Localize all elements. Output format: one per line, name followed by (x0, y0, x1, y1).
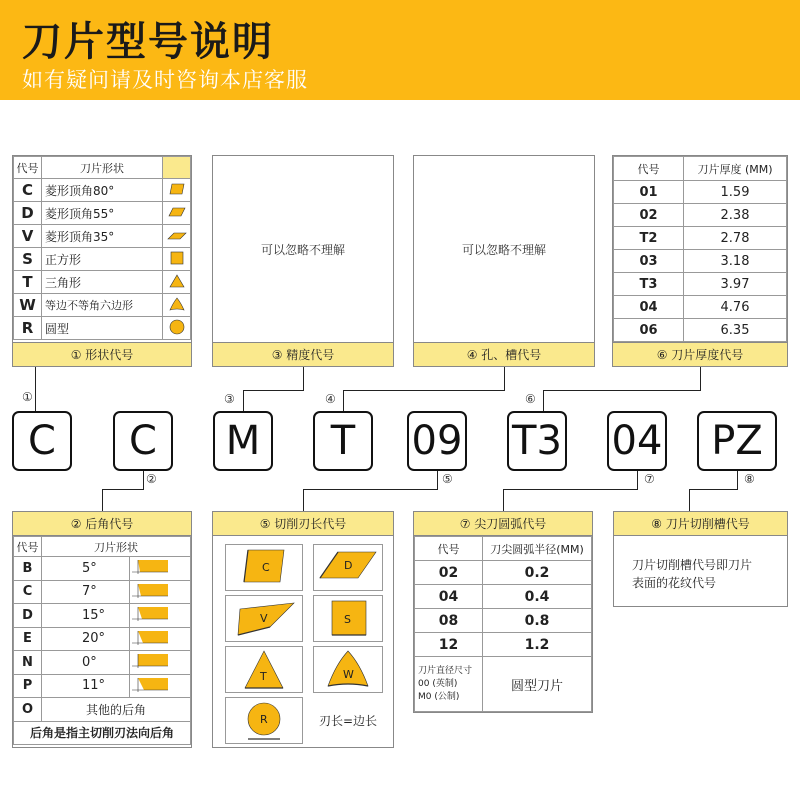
clearance-other: 其他的后角 (42, 698, 191, 722)
edge-shape-label: W (343, 667, 354, 681)
col-shape-header: 刀片形状 (42, 537, 191, 557)
header-banner (0, 0, 800, 100)
connector-line (143, 471, 144, 489)
nose-radius-table (413, 511, 593, 713)
nose-value: 1.2 (483, 633, 592, 657)
page-subtitle: 如有疑问请及时咨询本店客服 (22, 68, 308, 92)
square-icon (170, 251, 184, 265)
thick-code: T3 (614, 273, 684, 296)
page-title: 刀片型号说明 (22, 19, 274, 65)
shape-code-table (12, 155, 192, 367)
connector-line (503, 489, 504, 511)
thick-value: 3.97 (684, 273, 787, 296)
connector-line (343, 390, 344, 411)
shape-desc: 正方形 (42, 248, 163, 271)
edge-shape-cell (313, 646, 383, 693)
shape-code: C (14, 179, 42, 202)
marker-5: ⑤ (442, 472, 453, 486)
marker-7: ⑦ (644, 472, 655, 486)
edge-shape-label: T (260, 669, 267, 683)
connector-line (437, 471, 438, 489)
shape-desc: 等边不等角六边形 (42, 294, 163, 317)
connector-line (543, 390, 544, 411)
precision-box (212, 155, 394, 367)
clearance-note: 后角是指主切削刃法向后角 (14, 721, 191, 745)
connector-line (700, 367, 701, 391)
precision-text: 可以忽略不理解 (260, 243, 345, 257)
col-shape-header: 刀片形状 (42, 157, 163, 179)
trigon-icon (169, 297, 185, 311)
shape-desc: 菱形顶角35° (42, 225, 163, 248)
hole-footer: ④ 孔、槽代号 (414, 342, 594, 366)
clearance-angle: 11° (42, 674, 130, 698)
col-code-header: 代号 (614, 157, 684, 181)
hole-box (413, 155, 595, 367)
nose-radius-title: ⑦ 尖刀圆弧代号 (414, 512, 592, 536)
connector-line (35, 367, 36, 411)
connector-line (243, 390, 303, 391)
thick-value: 2.38 (684, 204, 787, 227)
hole-text: 可以忽略不理解 (461, 243, 546, 257)
clearance-angle: 0° (42, 651, 130, 675)
code-letter-thickness: T3 (507, 411, 567, 471)
connector-line (343, 390, 504, 391)
clearance-angle: 5° (42, 557, 130, 581)
connector-line (303, 367, 304, 391)
shape-desc: 菱形顶角80° (42, 179, 163, 202)
round-insert-value: 圆型刀片 (483, 657, 592, 712)
marker-8: ⑧ (744, 472, 755, 486)
clearance-angle-icon (130, 558, 170, 574)
shape-code: D (14, 202, 42, 225)
clearance-angle-icon (130, 676, 170, 692)
shape-code: R (14, 317, 42, 340)
rhombus-35-icon (232, 599, 296, 639)
code-letter-hole: T (313, 411, 373, 471)
chipbreaker-title: ⑧ 刀片切削槽代号 (614, 512, 787, 536)
edge-shape-label: C (262, 560, 270, 574)
edge-shape-label: R (260, 712, 268, 726)
clearance-angle-icon (130, 652, 170, 668)
thick-value: 4.76 (684, 296, 787, 319)
connector-line (504, 367, 505, 391)
marker-3: ③ (224, 392, 235, 406)
trigon-icon (326, 648, 370, 692)
clearance-angle: 7° (42, 580, 130, 604)
col-thick-header: 刀片厚度 (MM) (684, 157, 787, 181)
thick-value: 3.18 (684, 250, 787, 273)
connector-line (102, 489, 103, 511)
code-letter-clearance: C (113, 411, 173, 471)
edge-length-note: 刃长=边长 (318, 714, 378, 728)
rhombus-35-icon (167, 232, 187, 240)
marker-4: ④ (325, 392, 336, 406)
thick-code: T2 (614, 227, 684, 250)
thick-code: 04 (614, 296, 684, 319)
nose-code: 02 (415, 561, 483, 585)
code-letter-chipbreaker: PZ (697, 411, 777, 471)
clearance-code: B (14, 557, 42, 581)
clearance-title: ② 后角代号 (13, 512, 191, 536)
rhombus-55-icon (318, 548, 378, 588)
edge-shape-cell (313, 595, 383, 642)
connector-line (637, 471, 638, 489)
clearance-angle-table (12, 511, 192, 748)
thick-code: 06 (614, 319, 684, 342)
thick-value: 2.78 (684, 227, 787, 250)
rhombus-80-icon (234, 548, 294, 588)
edge-shape-cell (313, 544, 383, 591)
nose-code: 12 (415, 633, 483, 657)
connector-line (689, 489, 690, 511)
connector-line (737, 471, 738, 489)
clearance-code: N (14, 651, 42, 675)
edge-shape-label: V (260, 611, 268, 625)
clearance-code: E (14, 627, 42, 651)
connector-line (503, 489, 638, 490)
triangle-icon (242, 648, 286, 692)
rhombus-80-icon (169, 183, 185, 195)
nose-value: 0.8 (483, 609, 592, 633)
shape-code: S (14, 248, 42, 271)
nose-value: 0.2 (483, 561, 592, 585)
thick-code: 03 (614, 250, 684, 273)
code-letter-precision: M (213, 411, 273, 471)
col-radius-header: 刀尖圆弧半径(MM) (483, 537, 592, 561)
edge-shape-cell (225, 646, 303, 693)
clearance-angle-icon (130, 605, 170, 621)
shape-desc: 菱形顶角55° (42, 202, 163, 225)
nose-value: 0.4 (483, 585, 592, 609)
clearance-angle-icon (130, 629, 170, 645)
triangle-icon (169, 274, 185, 288)
edge-shape-cell (225, 697, 303, 744)
clearance-code: D (14, 604, 42, 628)
clearance-angle: 20° (42, 627, 130, 651)
shape-code: W (14, 294, 42, 317)
marker-2: ② (146, 472, 157, 486)
connector-line (303, 489, 438, 490)
code-letter-nose: 04 (607, 411, 667, 471)
col-code-header: 代号 (14, 157, 42, 179)
thickness-footer: ⑥ 刀片厚度代号 (613, 342, 787, 366)
edge-shape-label: S (344, 612, 351, 626)
code-letter-edge: 09 (407, 411, 467, 471)
connector-line (102, 489, 144, 490)
square-icon (326, 597, 370, 641)
thick-code: 02 (614, 204, 684, 227)
clearance-angle: 15° (42, 604, 130, 628)
col-code-header: 代号 (14, 537, 42, 557)
nose-code: 08 (415, 609, 483, 633)
col-code-header: 代号 (415, 537, 483, 561)
clearance-angle-icon (130, 582, 170, 598)
thick-code: 01 (614, 181, 684, 204)
shape-desc: 三角形 (42, 271, 163, 294)
circle-icon (169, 319, 185, 335)
round-insert-label: 刀片直径尺寸 00 (英制) M0 (公制) (415, 657, 483, 712)
thick-value: 6.35 (684, 319, 787, 342)
code-letter-shape: C (12, 411, 72, 471)
rhombus-55-icon (168, 207, 186, 217)
edge-length-title: ⑤ 切削刃长代号 (213, 512, 393, 536)
connector-line (543, 390, 700, 391)
precision-footer: ③ 精度代号 (213, 342, 393, 366)
shape-code: T (14, 271, 42, 294)
connector-line (303, 489, 304, 511)
edge-length-box (212, 511, 394, 748)
edge-shape-cell (225, 544, 303, 591)
clearance-code: C (14, 580, 42, 604)
shape-code: V (14, 225, 42, 248)
clearance-code: P (14, 674, 42, 698)
marker-6: ⑥ (525, 392, 536, 406)
thick-value: 1.59 (684, 181, 787, 204)
clearance-code: O (14, 698, 42, 722)
shape-code-footer: ① 形状代号 (13, 342, 191, 366)
thickness-table (612, 155, 788, 367)
edge-shape-label: D (344, 558, 353, 572)
chipbreaker-box (613, 511, 788, 607)
edge-shape-cell (225, 595, 303, 642)
circle-icon (242, 699, 286, 743)
connector-line (689, 489, 738, 490)
nose-code: 04 (415, 585, 483, 609)
chipbreaker-desc: 刀片切削槽代号即刀片 表面的花纹代号 (632, 558, 753, 590)
shape-desc: 圆型 (42, 317, 163, 340)
marker-1: ① (22, 390, 33, 404)
connector-line (243, 390, 244, 411)
